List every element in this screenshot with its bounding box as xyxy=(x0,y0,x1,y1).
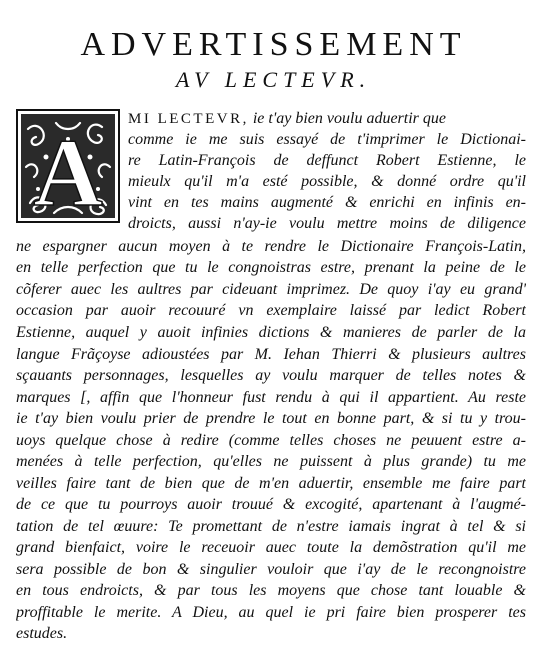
text-line: ie t'ay bien voulu prier de prendre le tout en bonne part, & si tu y trou- xyxy=(16,410,526,427)
text-line: tation de tel œuure: Te promettant de n'estre iamais ingrat à tel & si xyxy=(16,518,526,535)
text-line: occasion par auoir recouuré vn exemplaire laissé par ledict Robert xyxy=(16,302,526,319)
text-line-segment: ie t'ay bien voulu aduertir que xyxy=(248,110,446,127)
page-subtitle: AV LECTEVR. xyxy=(175,67,372,92)
text-line xyxy=(128,109,526,129)
text-line: ne espargner aucun moyen à te rendre le Dictionaire François-Latin, xyxy=(16,238,526,255)
opening-capitals: MI LECTEVR, xyxy=(128,111,249,127)
text-line: menées à telle perfection, qu'elles ne puissent à plus grande) tu me xyxy=(16,453,526,470)
text-line: marques [, affin que l'honneur fust rendu à qui il appartient. Au reste xyxy=(16,389,526,406)
text-line: langue Frãçoyse adioustées par M. Iehan Thierri & plusieurs aultres xyxy=(16,346,526,363)
text-line: vint en tes mains augmenté & enrichi en infinis en- xyxy=(128,194,526,211)
text-line: sera possible de bon & singulier vouloir que i'ay de le recongnoistre xyxy=(16,561,526,578)
text-line: sçauants personnages, lesquelles ay voulu marquer de telles notes & xyxy=(16,367,526,384)
initial-letter: A xyxy=(33,119,103,223)
text-line: estudes. xyxy=(16,625,68,642)
page-title: ADVERTISSEMENT xyxy=(80,26,467,63)
text-line: grand bienfaict, voire le receuoir auec toute la demõstration qu'il me xyxy=(16,539,526,556)
text-line: comme ie me suis essayé de t'imprimer le Dictionai- xyxy=(128,131,526,148)
decorated-initial xyxy=(16,109,120,223)
text-line: uoys quelque chose à redire (comme telles choses ne peuuent estre a- xyxy=(16,432,526,449)
text-line: en telle perfection que tu le congnoistras estre, prenant la peine de le xyxy=(16,259,526,276)
text-line: mieulx qu'il m'a esté possible, & donné ordre qu'il xyxy=(128,173,526,190)
text-line: proffitable le merite. A Dieu, au quel ie pri faire bien prosperer tes xyxy=(16,604,526,621)
text-line: cõferer auec les aultres par cideuant imprimez. De quoy i'ay eu grand' xyxy=(16,281,526,298)
text-line: en tous endroicts, & par tous les moyens que chose tant louable & xyxy=(16,582,526,599)
text-line: veilles faire tant de bien que de m'en aduertir, ensemble me faire part xyxy=(16,475,526,492)
ornament-initial-icon xyxy=(16,109,120,223)
text-line: droicts, aussi n'ay-ie voulu mettre moins de diligence xyxy=(128,215,526,232)
text-line: Estienne, auquel y auoit infinies dictions & manieres de parler de la xyxy=(16,324,526,341)
text-line: re Latin-François de deffunct Robert Estienne, le xyxy=(128,152,526,169)
text-line: de ce que tu pourroys auoir trouué & excogité, apartenant à l'augmé- xyxy=(16,496,526,513)
